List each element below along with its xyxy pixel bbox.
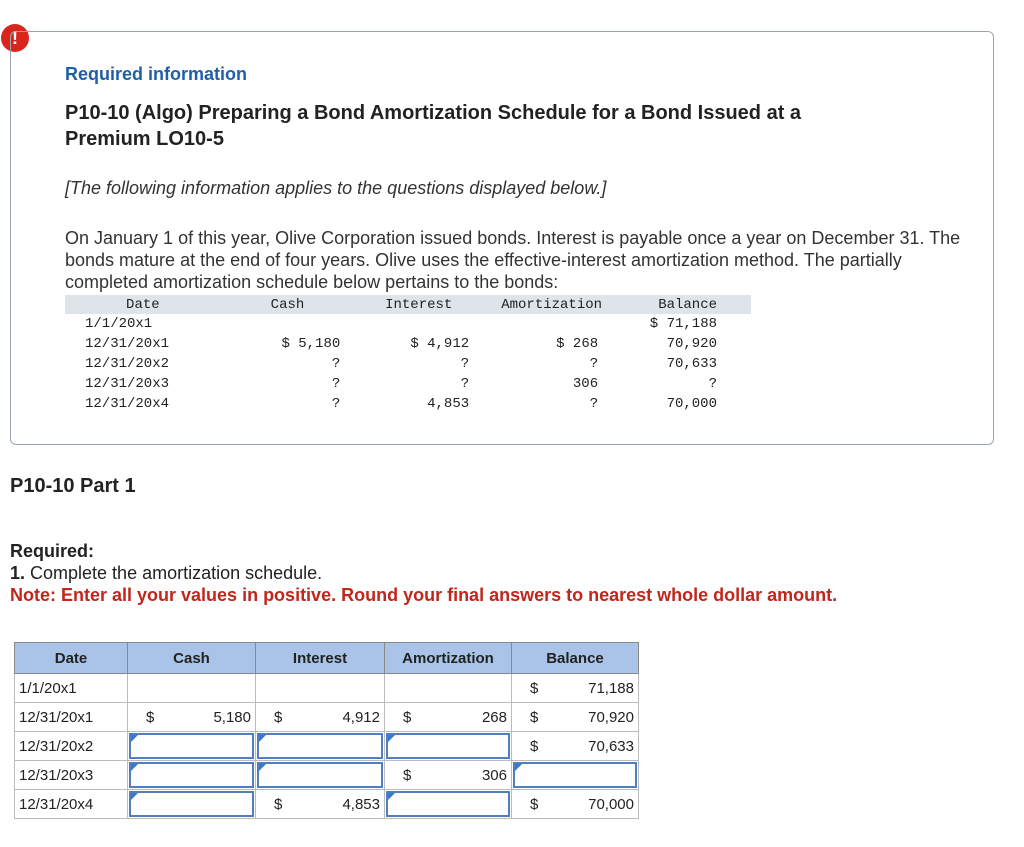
balance-input-20x3[interactable] xyxy=(513,762,637,788)
given-cell-balance: 70,633 xyxy=(666,356,717,372)
required-information-box xyxy=(10,31,994,445)
table-row xyxy=(15,703,639,732)
instruction-text: Complete the amortization schedule. xyxy=(25,563,323,583)
answer-table xyxy=(14,642,639,819)
given-cell-interest: $ 4,912 xyxy=(410,336,470,352)
amortization-cell xyxy=(385,703,512,732)
given-cell-amortization: ? xyxy=(589,356,599,372)
given-row xyxy=(65,354,751,374)
cash-cell xyxy=(128,703,256,732)
currency-symbol: $ xyxy=(403,708,412,726)
applies-note: [The following information applies to the questions displayed below.] xyxy=(65,178,607,198)
balance-input-cell xyxy=(512,761,639,790)
problem-body: On January 1 of this year, Olive Corporation issued bonds. Interest is payable once a year on December 31. The bonds mature at the end of four years. Olive uses the effective-interest amortization method. The partially completed amortization schedule below pertains to the bonds: xyxy=(65,228,961,292)
balance-cell xyxy=(512,674,639,703)
interest-input-20x3[interactable] xyxy=(257,762,383,788)
given-cell-date: 12/31/20x2 xyxy=(85,356,170,372)
row-date: 12/31/20x4 xyxy=(15,790,128,819)
given-cell-amortization: 306 xyxy=(572,376,599,392)
header-balance: Balance xyxy=(512,643,639,674)
cash-input-cell xyxy=(128,732,256,761)
interest-value: 4,853 xyxy=(342,795,380,813)
amortization-input-cell xyxy=(385,790,512,819)
balance-cell xyxy=(512,703,639,732)
given-cell-interest xyxy=(354,314,483,334)
part-title: P10-10 Part 1 xyxy=(10,475,136,497)
given-header-date: Date xyxy=(65,295,221,314)
given-cell-interest: ? xyxy=(460,376,470,392)
cash-input-cell xyxy=(128,790,256,819)
interest-cell-empty xyxy=(256,674,385,703)
table-row xyxy=(15,790,639,819)
cash-value: 5,180 xyxy=(213,708,251,726)
given-cell-interest: 4,853 xyxy=(427,396,470,412)
currency-symbol: $ xyxy=(530,737,539,755)
balance-value: 70,000 xyxy=(588,795,634,813)
given-cell-date: 1/1/20x1 xyxy=(85,316,153,332)
given-cell-amortization: $ 268 xyxy=(556,336,599,352)
given-cell-balance: $ 71,188 xyxy=(649,316,717,332)
given-cell-date: 12/31/20x4 xyxy=(85,396,170,412)
alert-icon: ! xyxy=(1,24,29,52)
interest-value: 4,912 xyxy=(342,708,380,726)
given-cell-cash: ? xyxy=(331,356,341,372)
balance-value: 71,188 xyxy=(588,679,634,697)
amortization-value: 268 xyxy=(481,708,507,726)
given-header-cash: Cash xyxy=(221,295,355,314)
cash-input-cell xyxy=(128,761,256,790)
given-cell-balance: 70,000 xyxy=(666,396,717,412)
problem-title: P10-10 (Algo) Preparing a Bond Amortization Schedule for a Bond Issued at a Premium LO10-5 xyxy=(65,102,802,150)
currency-symbol: $ xyxy=(530,795,539,813)
header-interest: Interest xyxy=(256,643,385,674)
required-label: Required: xyxy=(10,541,95,561)
given-schedule-table xyxy=(65,295,751,414)
currency-symbol: $ xyxy=(530,679,539,697)
header-cash: Cash xyxy=(128,643,256,674)
instruction-line xyxy=(10,562,1010,584)
interest-input-cell xyxy=(256,732,385,761)
interest-input-cell xyxy=(256,761,385,790)
cash-input-20x4[interactable] xyxy=(129,791,254,817)
given-cell-amortization: ? xyxy=(589,396,599,412)
cash-input-20x2[interactable] xyxy=(129,733,254,759)
given-cell-cash: ? xyxy=(331,396,341,412)
balance-value: 70,920 xyxy=(588,708,634,726)
interest-cell xyxy=(256,703,385,732)
amortization-value: 306 xyxy=(481,766,507,784)
row-date: 12/31/20x3 xyxy=(15,761,128,790)
given-cell-interest: ? xyxy=(460,356,470,372)
balance-cell xyxy=(512,732,639,761)
currency-symbol: $ xyxy=(530,708,539,726)
table-row xyxy=(15,732,639,761)
given-cell-balance: 70,920 xyxy=(666,336,717,352)
row-date: 12/31/20x1 xyxy=(15,703,128,732)
currency-symbol: $ xyxy=(274,795,283,813)
table-row xyxy=(15,761,639,790)
row-date: 1/1/20x1 xyxy=(15,674,128,703)
given-row xyxy=(65,394,751,414)
required-information-header: Required information xyxy=(65,64,248,84)
given-schedule-header-row xyxy=(65,295,751,314)
header-date: Date xyxy=(15,643,128,674)
currency-symbol: $ xyxy=(146,708,155,726)
given-cell-date: 12/31/20x3 xyxy=(85,376,170,392)
amortization-input-cell xyxy=(385,732,512,761)
given-cell-cash xyxy=(221,314,355,334)
currency-symbol: $ xyxy=(403,766,412,784)
interest-cell xyxy=(256,790,385,819)
given-cell-cash: $ 5,180 xyxy=(281,336,341,352)
answer-header-row xyxy=(15,643,639,674)
given-cell-date: 12/31/20x1 xyxy=(85,336,170,352)
amortization-input-20x2[interactable] xyxy=(386,733,510,759)
header-amortization: Amortization xyxy=(385,643,512,674)
balance-value: 70,633 xyxy=(588,737,634,755)
currency-symbol: $ xyxy=(274,708,283,726)
given-header-balance: Balance xyxy=(620,295,751,314)
interest-input-20x2[interactable] xyxy=(257,733,383,759)
cash-input-20x3[interactable] xyxy=(129,762,254,788)
given-row xyxy=(65,334,751,354)
given-cell-cash: ? xyxy=(331,376,341,392)
given-header-interest: Interest xyxy=(354,295,483,314)
given-cell-balance: ? xyxy=(708,376,717,392)
given-row xyxy=(65,314,751,334)
balance-cell xyxy=(512,790,639,819)
table-row xyxy=(15,674,639,703)
amortization-cell-empty xyxy=(385,674,512,703)
cash-cell-empty xyxy=(128,674,256,703)
required-instructions xyxy=(10,540,1010,606)
row-date: 12/31/20x2 xyxy=(15,732,128,761)
amortization-input-20x4[interactable] xyxy=(386,791,510,817)
given-row xyxy=(65,374,751,394)
instruction-number: 1. xyxy=(10,563,26,583)
amortization-cell xyxy=(385,761,512,790)
given-header-amortization: Amortization xyxy=(483,295,620,314)
rounding-note: Note: Enter all your values in positive. Round your final answers to nearest whole dollar amount. xyxy=(10,585,838,605)
given-cell-amortization xyxy=(483,314,620,334)
